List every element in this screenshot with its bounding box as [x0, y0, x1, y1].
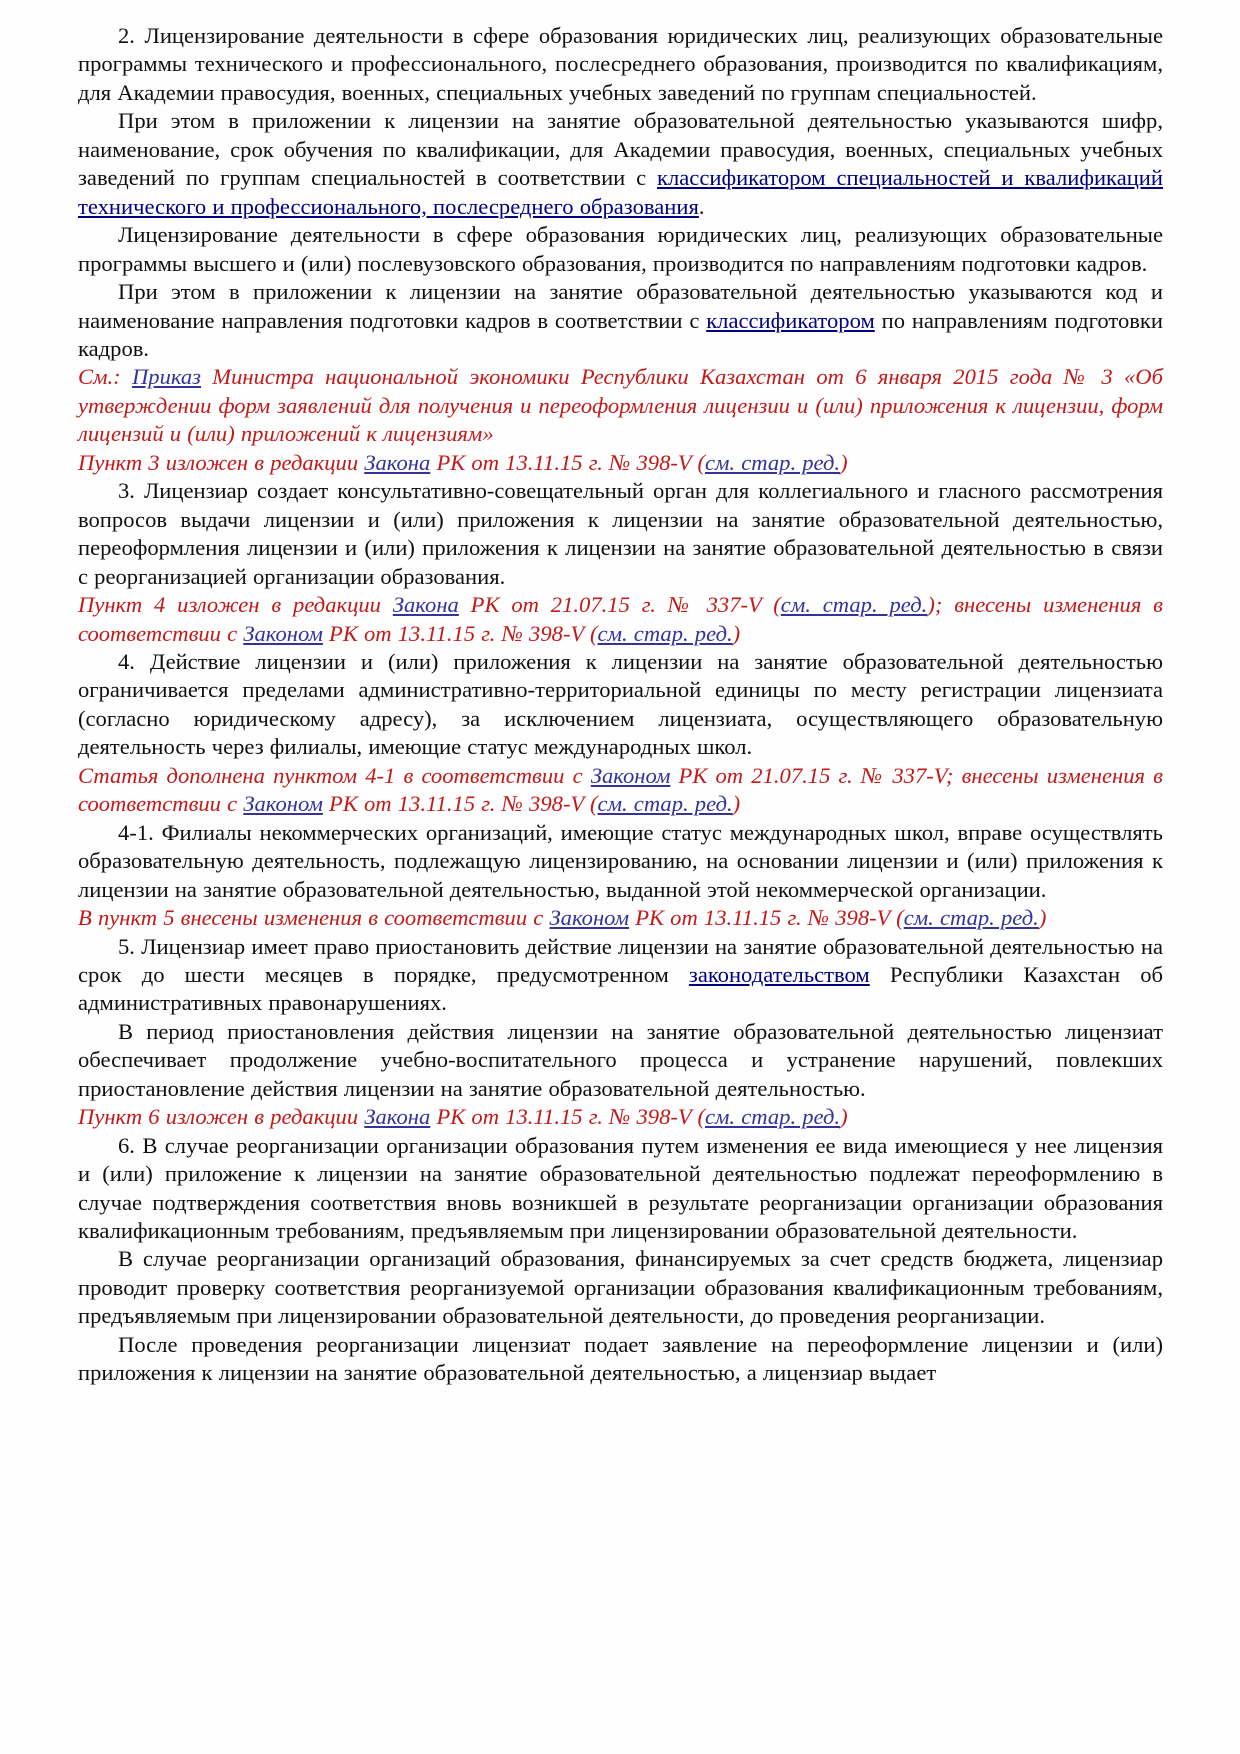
- editorial-note: Статья дополнена пунктом 4-1 в соответствии с Законом РК от 21.07.15 г. № 337-V; внесены изменения в соответствии с Законом РК от 13.11.15 г. № 398-V (см. стар. ред.): [78, 762, 1163, 817]
- body-paragraph: При этом в приложении к лицензии на занятие образовательной деятельностью указываются код и наименование направления подготовки кадров в соответствии с классификатором по направлениям подготовки кадров.: [78, 279, 1163, 361]
- inline-link[interactable]: Законом: [549, 905, 630, 931]
- editorial-note: Пункт 3 изложен в редакции Закона РК от 13.11.15 г. № 398-V (см. стар. ред.): [78, 449, 848, 475]
- inline-link[interactable]: Закона: [364, 449, 431, 475]
- body-paragraph: 2. Лицензирование деятельности в сфере образования юридических лиц, реализующих образовательные программы технического и профессионального, послесреднего образования, производится по квалификациям, для Академии правосудия, военных, специальных учебных заведений по группам специальностей.: [78, 23, 1163, 105]
- inline-link[interactable]: Законом: [243, 791, 323, 817]
- inline-link[interactable]: см. стар. ред.: [597, 620, 733, 646]
- inline-link[interactable]: см. стар. ред.: [597, 791, 733, 817]
- document-body: [78, 22, 1163, 1388]
- body-paragraph: В период приостановления действия лицензии на занятие образовательной деятельностью лицензиат обеспечивает продолжение учебно-воспитательного процесса и устранение нарушений, повлекших приостановление действия лицензии на занятие образовательной деятельностью.: [78, 1018, 1163, 1101]
- body-paragraph: 4-1. Филиалы некоммерческих организаций, имеющие статус международных школ, вправе осуществлять образовательную деятельность, подлежащую лицензированию, на основании лицензии и (или) приложения к лицензии на занятие образовательной деятельностью, выданной этой некоммерческой организации.: [78, 819, 1163, 902]
- inline-link[interactable]: Законом: [590, 762, 671, 788]
- inline-link[interactable]: см. стар. ред.: [780, 592, 928, 618]
- inline-link[interactable]: Законом: [243, 620, 323, 646]
- inline-link[interactable]: см. стар. ред.: [704, 1104, 841, 1130]
- editorial-note: Пункт 6 изложен в редакции Закона РК от 13.11.15 г. № 398-V (см. стар. ред.): [78, 1104, 848, 1130]
- inline-link[interactable]: Закона: [364, 1104, 431, 1130]
- body-paragraph: При этом в приложении к лицензии на занятие образовательной деятельностью указываются шифр, наименование, срок обучения по квалификации, для Академии правосудия, военных, специальных учебных заведений по группам специальностей в соответствии с классификатором специальностей и квалификаций технического и профессионального, послесреднего образования.: [78, 108, 1163, 219]
- inline-link[interactable]: классификатором: [706, 307, 875, 333]
- inline-link[interactable]: см. стар. ред.: [903, 905, 1039, 931]
- body-paragraph: Лицензирование деятельности в сфере образования юридических лиц, реализующих образовательные программы высшего и (или) послевузовского образования, производится по направлениям подготовки кадров.: [78, 222, 1163, 276]
- body-paragraph: 6. В случае реорганизации организации образования путем изменения ее вида имеющиеся у нее лицензия и (или) приложение к лицензии на занятие образовательной деятельностью подлежат переоформлению в случае подтверждения соответствия вновь возникшей в результате реорганизации организации образования квалификационным требованиям, предъявляемым при лицензировании образовательной деятельности.: [78, 1132, 1163, 1244]
- inline-link[interactable]: см. стар. ред.: [704, 449, 841, 475]
- editorial-note: См.: Приказ Министра национальной экономики Республики Казахстан от 6 января 2015 года № 3 «Об утверждении форм заявлений для получения и переоформления лицензии и (или) приложения к лицензии, форм лицензий и (или) приложений к лицензиям»: [78, 364, 1163, 447]
- editorial-note: Пункт 4 изложен в редакции Закона РК от 21.07.15 г. № 337-V (см. стар. ред.); внесены изменения в соответствии с Законом РК от 13.11.15 г. № 398-V (см. стар. ред.): [78, 592, 1163, 646]
- inline-link[interactable]: классификатором специальностей и квалификаций технического и профессионального, послесреднего образования: [78, 165, 1163, 219]
- body-paragraph: После проведения реорганизации лицензиат подает заявление на переоформление лицензии и (или) приложения к лицензии на занятие образовательной деятельностью, а лицензиар выдает: [78, 1331, 1163, 1386]
- inline-link[interactable]: Закона: [392, 592, 459, 618]
- inline-link[interactable]: Приказ: [131, 364, 201, 390]
- editorial-note: В пункт 5 внесены изменения в соответствии с Законом РК от 13.11.15 г. № 398-V (см. стар. ред.): [78, 905, 1047, 931]
- body-paragraph: 4. Действие лицензии и (или) приложения к лицензии на занятие образовательной деятельностью ограничивается пределами административно-территориальной единицы по месту регистрации лицензиата (согласно юридическому адресу), за исключением лицензиата, осуществляющего образовательную деятельность через филиалы, имеющие статус международных школ.: [78, 648, 1163, 760]
- body-paragraph: 3. Лицензиар создает консультативно-совещательный орган для коллегиального и гласного рассмотрения вопросов выдачи лицензии и (или) приложения к лицензии на занятие образовательной деятельностью, переоформления лицензии и (или) приложения к лицензии на занятие образовательной деятельностью в связи с реорганизацией организации образования.: [78, 478, 1163, 589]
- inline-link[interactable]: законодательством: [688, 961, 870, 987]
- body-paragraph: 5. Лицензиар имеет право приостановить действие лицензии на занятие образовательной деятельностью на срок до шести месяцев в порядке, предусмотренном законодательством Республики Казахстан об административных правонарушениях.: [78, 933, 1163, 1016]
- body-paragraph: В случае реорганизации организаций образования, финансируемых за счет средств бюджета, лицензиар проводит проверку соответствия реорганизуемой организации образования квалификационным требованиям, предъявляемым при лицензировании образовательной деятельности, до проведения реорганизации.: [78, 1246, 1163, 1329]
